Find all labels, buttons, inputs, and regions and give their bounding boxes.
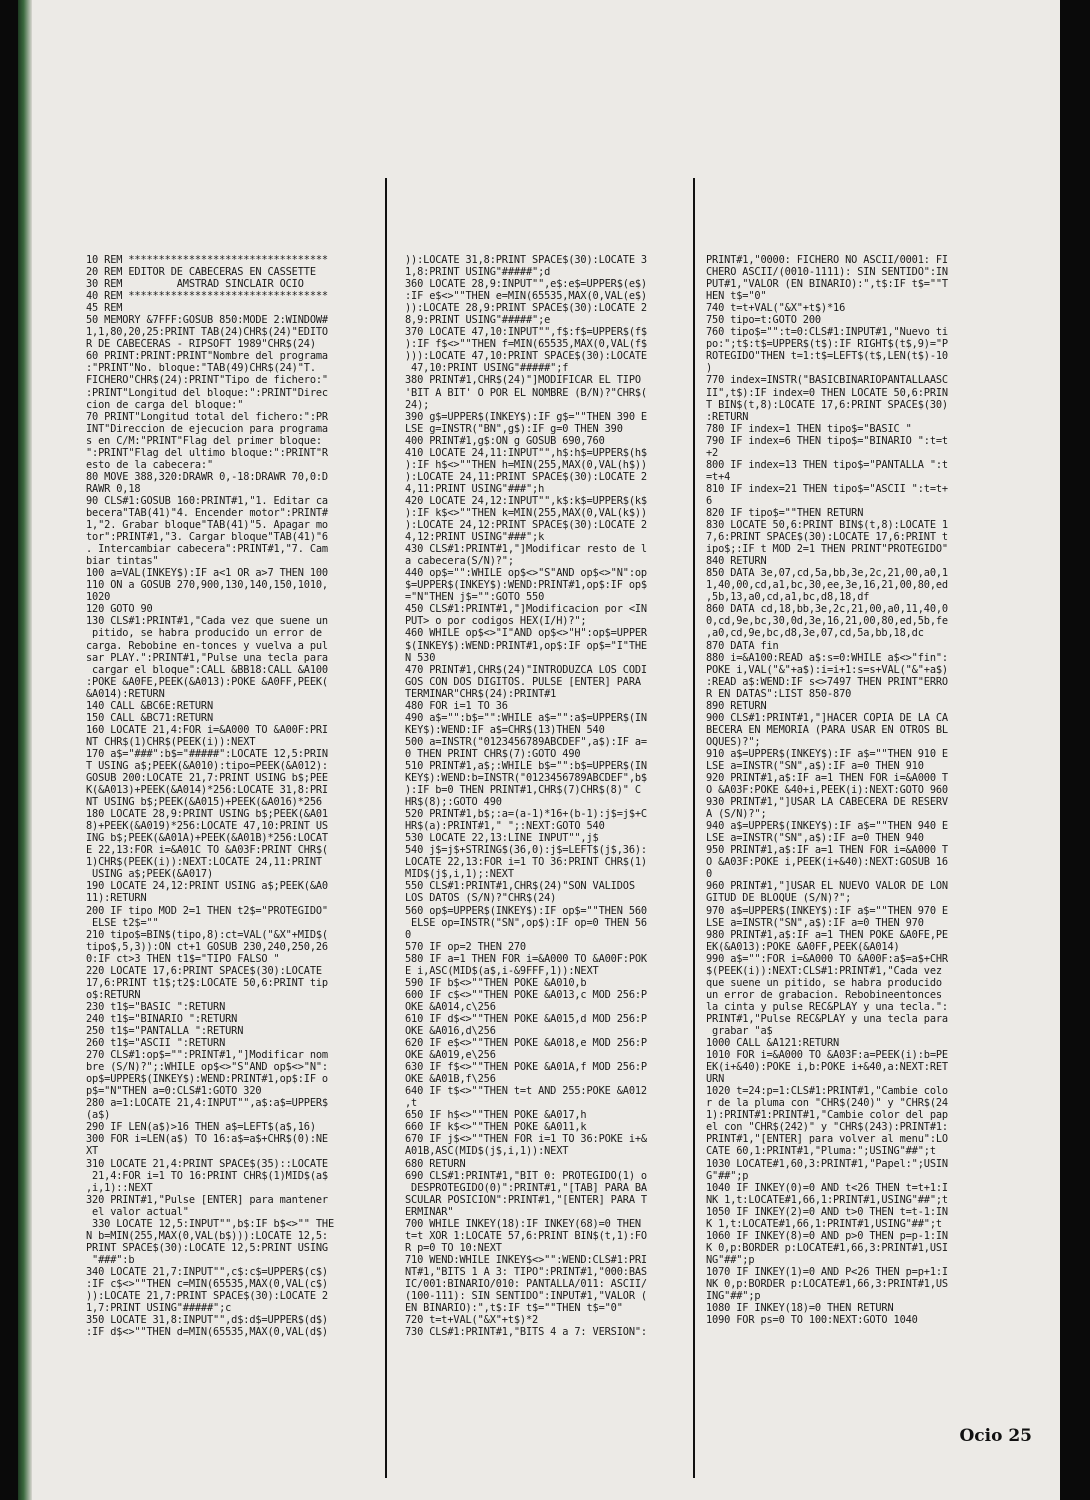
code-line: 1010 FOR i=&A000 TO &A03F:a=PEEK(i):b=PE	[706, 1049, 948, 1062]
code-line: 370 LOCATE 47,10:INPUT"",f$:f$=UPPER$(f$	[405, 326, 647, 339]
code-line: 830 LOCATE 50,6:PRINT BIN$(t,8):LOCATE 1	[706, 519, 948, 532]
code-line: 450 CLS#1:PRINT#1,"]Modificacion por <IN	[405, 603, 647, 616]
code-line: E 22,13:FOR i=&A01C TO &A03F:PRINT CHR$(	[86, 844, 328, 857]
code-line: ,5b,13,a0,cd,a1,bc,d8,18,df	[706, 591, 870, 604]
code-line: po:";t$:t$=UPPER$(t$):IF RIGHT$(t$,9)="P	[706, 338, 948, 351]
code-line: 1040 IF INKEY(0)=0 AND t<26 THEN t=t+1:I	[706, 1181, 948, 1194]
code-line: 850 DATA 3e,07,cd,5a,bb,3e,2c,21,00,a0,1	[706, 567, 948, 580]
code-line: 390 g$=UPPER$(INKEY$):IF g$=""THEN 390 E	[405, 410, 647, 423]
code-line: :IF d$<>""THEN d=MIN(65535,MAX(0,VAL(d$)	[86, 1326, 328, 1339]
code-line: 730 CLS#1:PRINT#1,"BITS 4 a 7: VERSION":	[405, 1326, 647, 1339]
code-line: becera"TAB(41)"4. Encender motor":PRINT#	[86, 506, 328, 519]
code-line: 260 t1$="ASCII ":RETURN	[86, 1037, 226, 1050]
code-line: 970 a$=UPPER$(INKEY$):IF a$=""THEN 970 E	[706, 904, 948, 917]
code-line: s en C/M:"PRINT"Flag del primer bloque:	[86, 434, 322, 447]
code-line: EN BINARIO):",t$:IF t$=""THEN t$="0"	[405, 1302, 623, 1315]
code-line: NT USING b$;PEEK(&A015)+PEEK(&A016)*256	[86, 796, 322, 809]
code-line: "###":b	[86, 1253, 135, 1266]
code-line: T BIN$(t,8):LOCATE 17,6:PRINT SPACE$(30)	[706, 398, 948, 411]
code-line: T USING a$;PEEK(&A010):tipo=PEEK(&A012):	[86, 759, 328, 772]
code-line: ipo$;:IF t MOD 2=1 THEN PRINT"PROTEGIDO"	[706, 543, 948, 556]
code-line: ERMINAR"	[405, 1205, 454, 1218]
code-line: MID$(j$,i,1);:NEXT	[405, 868, 514, 881]
code-line: R DE CABECERAS - RIPSOFT 1989"CHR$(24)	[86, 338, 316, 351]
code-line: 130 CLS#1:PRINT#1,"Cada vez que suene un	[86, 615, 328, 628]
code-line: OKE &A014,c\256	[405, 1000, 496, 1013]
code-line: 47,10:PRINT USING"#####";f	[405, 362, 569, 375]
code-line: DESPROTEGIDO(0)":PRINT#1,"[TAB] PARA BA	[405, 1181, 647, 1194]
code-line: LOS DATOS (S/N)?"CHR$(24)	[405, 892, 557, 905]
code-line: 230 t1$="BASIC ":RETURN	[86, 1000, 226, 1013]
code-line: 190 LOCATE 24,12:PRINT USING a$;PEEK(&A0	[86, 880, 328, 893]
code-line: ):IF f$<>""THEN f=MIN(65535,MAX(0,VAL(f$	[405, 338, 647, 351]
code-line: sar PLAY.":PRINT#1,"Pulse una tecla para	[86, 651, 328, 664]
listing-column-1	[86, 254, 384, 1338]
code-line: ))):LOCATE 47,10:PRINT SPACE$(30):LOCATE	[405, 350, 647, 363]
code-line: K 0,p:BORDER p:LOCATE#1,66,3:PRINT#1,USI	[706, 1241, 948, 1254]
code-line: 1020	[86, 591, 111, 604]
code-line: 910 a$=UPPER$(INKEY$):IF a$=""THEN 910 E	[706, 747, 948, 760]
code-line: 290 IF LEN(a$)>16 THEN a$=LEFT$(a$,16)	[86, 1121, 316, 1134]
code-line: 1,40,00,cd,a1,bc,30,ee,3e,16,21,00,80,ed	[706, 579, 948, 592]
code-line: ="N"THEN j$="":GOTO 550	[405, 591, 545, 604]
code-line: op$=UPPER$(INKEY$):WEND:PRINT#1,op$:IF o	[86, 1073, 328, 1086]
code-line: ):IF k$<>""THEN k=MIN(255,MAX(0,VAL(k$))	[405, 506, 647, 519]
code-line: 710 WEND:WHILE INKEY$<>"":WEND:CLS#1:PRI	[405, 1253, 647, 1266]
code-line: biar tintas"	[86, 555, 159, 568]
code-line: 10 REM *********************************	[86, 254, 328, 266]
code-line: 690 CLS#1:PRINT#1,"BIT 0: PROTEGIDO(1) o	[405, 1169, 647, 1182]
code-line: 1):PRINT#1:PRINT#1,"Cambie color del pap	[706, 1109, 948, 1122]
code-line: tor":PRINT#1,"3. Cargar bloque"TAB(41)"6	[86, 531, 328, 544]
code-line: N 530	[405, 651, 436, 664]
code-line: 1020 t=24:p=1:CLS#1:PRINT#1,"Cambie colo	[706, 1085, 948, 1098]
code-line: 1050 IF INKEY(2)=0 AND t>0 THEN t=t-1:IN	[706, 1205, 948, 1218]
code-line: 6	[706, 494, 713, 507]
code-line: ING"##";p	[706, 1290, 761, 1303]
code-line: 0:IF ct>3 THEN t1$="TIPO FALSO "	[86, 952, 280, 965]
code-line: 1,"2. Grabar bloque"TAB(41)"5. Apagar mo	[86, 519, 328, 532]
code-line: ):IF b=0 THEN PRINT#1,CHR$(7)CHR$(8)" C	[405, 784, 641, 797]
code-line: 550 CLS#1:PRINT#1,CHR$(24)"SON VALIDOS	[405, 880, 635, 893]
code-line: LSE a=INSTR("SN",a$):IF a=0 THEN 940	[706, 832, 924, 845]
code-line: 520 PRINT#1,b$;:a=(a-1)*16+(b-1):j$=j$+C	[405, 808, 647, 821]
code-line: ":PRINT"Flag del ultimo bloque:":PRINT"R	[86, 446, 328, 459]
code-line: :IF e$<>""THEN e=MIN(65535,MAX(0,VAL(e$)	[405, 290, 647, 303]
code-line: POKE i,VAL("&"+a$):i=i+1:s=s+VAL("&"+a$)	[706, 663, 948, 676]
code-line: K(&A013)+PEEK(&A014)*256:LOCATE 31,8:PRI	[86, 784, 328, 797]
code-line: 890 RETURN	[706, 699, 767, 712]
code-line: &A014):RETURN	[86, 687, 165, 700]
code-line: 900 CLS#1:PRINT#1,"]HACER COPIA DE LA CA	[706, 711, 948, 724]
code-line: 100 a=VAL(INKEY$):IF a<1 OR a>7 THEN 100	[86, 567, 328, 580]
code-line: 1,1,80,20,25:PRINT TAB(24)CHR$(24)"EDITO	[86, 326, 328, 339]
code-line: 1000 CALL &A121:RETURN	[706, 1037, 840, 1050]
code-line: NT#1,"BITS 1 A 3: TIPO":PRINT#1,"000:BAS	[405, 1265, 647, 1278]
code-line: 24);	[405, 398, 430, 411]
code-line: 120 GOTO 90	[86, 603, 153, 616]
code-line: 1070 IF INKEY(1)=0 AND P<26 THEN p=p+1:I	[706, 1265, 948, 1278]
code-line: NG"##";p	[706, 1253, 755, 1266]
code-line: GOS CON DOS DIGITOS. PULSE [ENTER] PARA	[405, 675, 641, 688]
code-line: 880 i=&A100:READ a$:s=0:WHILE a$<>"fin":	[706, 651, 948, 664]
code-line: $(INKEY$):WEND:PRINT#1,op$:IF op$="I"THE	[405, 639, 647, 652]
code-line: OKE &A016,d\256	[405, 1025, 496, 1037]
code-line: CATE 60,1:PRINT#1,"Pluma:";USING"##";t	[706, 1145, 936, 1158]
code-line: 45 REM	[86, 302, 123, 315]
code-line: PRINT#1,"[ENTER] para volver al menu":LO	[706, 1133, 948, 1146]
code-line: 840 RETURN	[706, 555, 767, 568]
page-footer: Ocio 25	[959, 1426, 1032, 1446]
code-line: K 1,t:LOCATE#1,66,1:PRINT#1,USING"##";t	[706, 1217, 942, 1230]
code-line: 490 a$="":b$="":WHILE a$="":a$=UPPER$(IN	[405, 711, 647, 724]
column-divider-2	[693, 178, 695, 1478]
code-line: LSE a=INSTR("SN",a$):IF a=0 THEN 910	[706, 759, 924, 772]
code-line: 1060 IF INKEY(8)=0 AND p>0 THEN p=p-1:IN	[706, 1229, 948, 1242]
code-line: p$="N"THEN a=0:CLS#1:GOTO 320	[86, 1085, 262, 1098]
code-line: grabar "a$	[706, 1025, 773, 1037]
code-line: 80 MOVE 388,320:DRAWR 0,-18:DRAWR 70,0:D	[86, 470, 328, 483]
code-line: +2	[706, 446, 719, 459]
code-line: :PRINT"Longitud del bloque:":PRINT"Direc	[86, 386, 328, 399]
code-line: 920 PRINT#1,a$:IF a=1 THEN FOR i=&A000 T	[706, 772, 948, 785]
code-line: (100-111): SIN SENTIDO":INPUT#1,"VALOR (	[405, 1290, 647, 1303]
code-line: 570 IF op=2 THEN 270	[405, 940, 526, 953]
code-line: KEY$):WEND:IF a$=CHR$(13)THEN 540	[405, 723, 605, 736]
code-line: 280 a=1:LOCATE 21,4:INPUT"",a$:a$=UPPER$	[86, 1097, 328, 1110]
code-line: 17,6:PRINT t1$;t2$:LOCATE 50,6:PRINT tip	[86, 976, 328, 989]
code-line: PUT> o por codigos HEX(I/H)?";	[405, 615, 587, 628]
code-line: un error de grabacion. Rebobineentonces	[706, 988, 942, 1001]
page-spine	[18, 0, 32, 1500]
code-line: O &A03F:POKE i,PEEK(i+&40):NEXT:GOSUB 16	[706, 856, 948, 869]
code-line: 8)+PEEK(&A019)*256:LOCATE 47,10:PRINT US	[86, 820, 328, 833]
code-line: 600 IF c$<>""THEN POKE &A013,c MOD 256:P	[405, 988, 647, 1001]
code-line: URN	[706, 1073, 725, 1086]
code-line: 720 t=t+VAL("&X"+t$)*2	[405, 1314, 539, 1327]
code-line: 1080 IF INKEY(18)=0 THEN RETURN	[706, 1302, 894, 1315]
code-line: 90 CLS#1:GOSUB 160:PRINT#1,"1. Editar ca	[86, 494, 328, 507]
code-line: )):LOCATE 31,8:PRINT SPACE$(30):LOCATE 3	[405, 254, 647, 266]
column-divider-1	[385, 178, 387, 1478]
code-line: A01B,ASC(MID$(j$,i,1)):NEXT	[405, 1145, 569, 1158]
code-line: 980 PRINT#1,a$:IF a=1 THEN POKE &A0FE,PE	[706, 928, 948, 941]
code-line: 410 LOCATE 24,11:INPUT"",h$:h$=UPPER$(h$	[405, 446, 647, 459]
code-line: a cabecera(S/N)?";	[405, 555, 514, 568]
code-line: ):IF h$<>""THEN h=MIN(255,MAX(0,VAL(h$))	[405, 458, 647, 471]
code-line: 630 IF f$<>""THEN POKE &A01A,f MOD 256:P	[405, 1061, 647, 1074]
code-line: 300 FOR i=LEN(a$) TO 16:a$=a$+CHR$(0):NE	[86, 1133, 328, 1146]
code-line: ING b$;PEEK(&A01A)+PEEK(&A01B)*256:LOCAT	[86, 832, 328, 845]
code-line: 810 IF index=21 THEN tipo$="ASCII ":t=t+	[706, 482, 948, 495]
code-line: PUT#1,"VALOR (EN BINARIO):",t$:IF t$=""T	[706, 278, 948, 291]
code-line: 150 CALL &BC71:RETURN	[86, 711, 214, 724]
code-line: pitido, se habra producido un error de	[86, 627, 322, 640]
code-line: bre (S/N)?";:WHILE op$<>"S"AND op$<>"N":	[86, 1061, 328, 1074]
code-line: 250 t1$="PANTALLA ":RETURN	[86, 1025, 244, 1037]
code-line: 140 CALL &BC6E:RETURN	[86, 699, 214, 712]
code-line: 790 IF index=6 THEN tipo$="BINARIO ":t=t	[706, 434, 948, 447]
code-line: 780 IF index=1 THEN tipo$="BASIC "	[706, 422, 912, 435]
code-line: 680 RETURN	[405, 1157, 466, 1170]
code-line: RAWR 0,18	[86, 482, 141, 495]
code-line: 640 IF t$<>""THEN t=t AND 255:POKE &A012	[405, 1085, 647, 1098]
code-line: ):LOCATE 24,11:PRINT SPACE$(30):LOCATE 2	[405, 470, 647, 483]
code-line: R EN DATAS":LIST 850-870	[706, 687, 852, 700]
code-line: PRINT SPACE$(30):LOCATE 12,5:PRINT USING	[86, 1241, 328, 1254]
code-line: HR$(8);:GOTO 490	[405, 796, 502, 809]
code-line: EK(i+&40):POKE i,b:POKE i+&40,a:NEXT:RET	[706, 1061, 948, 1074]
code-line: 740 t=t+VAL("&X"+t$)*16	[706, 302, 846, 315]
code-line: 820 IF tipo$=""THEN RETURN	[706, 506, 864, 519]
code-line: :IF c$<>""THEN c=MIN(65535,MAX(0,VAL(c$)	[86, 1277, 328, 1290]
code-line: XT	[86, 1145, 99, 1158]
code-line: 960 PRINT#1,"]USAR EL NUEVO VALOR DE LON	[706, 880, 948, 893]
code-line: N b=MIN(255,MAX(0,VAL(b$))):LOCATE 12,5:	[86, 1229, 328, 1242]
code-line: 210 tipo$=BIN$(tipo,8):ct=VAL("&X"+MID$(	[86, 928, 328, 941]
code-line: IC/001:BINARIO/010: PANTALLA/011: ASCII/	[405, 1277, 647, 1290]
code-line: :"PRINT"No. bloque:"TAB(49)CHR$(24)"T.	[86, 362, 316, 375]
code-line: 200 IF tipo MOD 2=1 THEN t2$="PROTEGIDO"	[86, 904, 328, 917]
code-line: 380 PRINT#1,CHR$(24)"]MODIFICAR EL TIPO	[405, 374, 641, 387]
code-line: 1,8:PRINT USING"#####";d	[405, 266, 551, 279]
code-line: FICHERO"CHR$(24):PRINT"Tipo de fichero:"	[86, 374, 328, 387]
code-line: 4,12:PRINT USING"###";k	[405, 531, 545, 544]
code-line: 160 LOCATE 21,4:FOR i=&A000 TO &A00F:PRI	[86, 723, 328, 736]
code-line: II",t$):IF index=0 THEN LOCATE 50,6:PRIN	[706, 386, 948, 399]
listing-column-2	[405, 254, 693, 1338]
code-line: 940 a$=UPPER$(INKEY$):IF a$=""THEN 940 E	[706, 820, 948, 833]
code-line: PRINT#1,"Pulse REC&PLAY y una tecla para	[706, 1012, 948, 1025]
code-line: cion de carga del bloque:"	[86, 398, 244, 411]
code-line: 270 CLS#1:op$="":PRINT#1,"]Modificar nom	[86, 1049, 328, 1062]
code-line: 700 WHILE INKEY(18):IF INKEY(68)=0 THEN	[405, 1217, 641, 1230]
code-line: 330 LOCATE 12,5:INPUT"",b$:IF b$<>"" THE	[86, 1217, 335, 1230]
code-line: 20 REM EDITOR DE CABECERAS EN CASSETTE	[86, 266, 316, 279]
code-line: LSE a=INSTR("SN",a$):IF a=0 THEN 970	[706, 916, 924, 929]
code-line: )):LOCATE 21,7:PRINT SPACE$(30):LOCATE 2	[86, 1290, 328, 1303]
code-line: el valor actual"	[86, 1205, 189, 1218]
code-line: 170 a$="###":b$="#####":LOCATE 12,5:PRIN	[86, 747, 328, 760]
code-line: 1,7:PRINT USING"#####";c	[86, 1302, 232, 1315]
code-line: cargar el bloque":CALL &BB18:CALL &A100	[86, 663, 328, 676]
code-line: NK 0,p:BORDER p:LOCATE#1,66,3:PRINT#1,US	[706, 1277, 948, 1290]
code-line: la cinta y pulse REC&PLAY y una tecla.":	[706, 1000, 948, 1013]
code-line: 70 PRINT"Longitud total del fichero:":PR	[86, 410, 328, 423]
code-line: $(PEEK(i)):NEXT:CLS#1:PRINT#1,"Cada vez	[706, 964, 942, 977]
listing-column-3	[706, 254, 996, 1326]
code-line: HR$(a):PRINT#1," ";:NEXT:GOTO 540	[405, 820, 605, 833]
code-line: 590 IF b$<>""THEN POKE &A010,b	[405, 976, 587, 989]
code-line: 500 a=INSTR("0123456789ABCDEF",a$):IF a=	[405, 735, 647, 748]
code-line: INT"Direccion de ejecucion para programa	[86, 422, 328, 435]
code-line: ,a0,cd,9e,bc,d8,3e,07,cd,5a,bb,18,dc	[706, 627, 924, 640]
code-line: 1)CHR$(PEEK(i)):NEXT:LOCATE 24,11:PRINT	[86, 856, 322, 869]
code-line: 770 index=INSTR("BASICBINARIOPANTALLAASC	[706, 374, 948, 387]
code-line: tipo$,5,3)):ON ct+1 GOSUB 230,240,250,26	[86, 940, 328, 953]
code-line: 560 op$=UPPER$(INKEY$):IF op$=""THEN 560	[405, 904, 647, 917]
code-line: 7,6:PRINT SPACE$(30):LOCATE 17,6:PRINT t	[706, 531, 948, 544]
code-line: 620 IF e$<>""THEN POKE &A018,e MOD 256:P	[405, 1037, 647, 1050]
code-line: 670 IF j$<>""THEN FOR i=1 TO 36:POKE i+&	[405, 1133, 647, 1146]
code-line: 310 LOCATE 21,4:PRINT SPACE$(35)::LOCATE	[86, 1157, 328, 1170]
code-line: 430 CLS#1:PRINT#1,"]Modificar resto de l	[405, 543, 647, 556]
code-line: 760 tipo$="":t=0:CLS#1:INPUT#1,"Nuevo ti	[706, 326, 948, 339]
code-line: 0,cd,9e,bc,30,0d,3e,16,21,00,80,ed,5b,fe	[706, 615, 948, 628]
code-line: 580 IF a=1 THEN FOR i=&A000 TO &A00F:POK	[405, 952, 647, 965]
code-line: ROTEGIDO"THEN t=1:t$=LEFT$(t$,LEN(t$)-10	[706, 350, 948, 363]
code-line: 320 PRINT#1,"Pulse [ENTER] para mantener	[86, 1193, 328, 1206]
code-line: 40 REM *********************************	[86, 290, 328, 303]
code-line: OKE &A01B,f\256	[405, 1073, 496, 1086]
code-line: :POKE &A0FE,PEEK(&A013):POKE &A0FF,PEEK(	[86, 675, 328, 688]
code-line: 50 MEMORY &7FFF:GOSUB 850:MODE 2:WINDOW#	[86, 314, 328, 327]
code-line: GITUD DE BLOQUE (S/N)?";	[706, 892, 852, 905]
code-line: 0 THEN PRINT CHR$(7):GOTO 490	[405, 747, 581, 760]
code-line: 950 PRINT#1,a$:IF a=1 THEN FOR i=&A000 T	[706, 844, 948, 857]
code-line: 460 WHILE op$<>"I"AND op$<>"H":op$=UPPER	[405, 627, 647, 640]
code-line: 240 t1$="BINARIO ":RETURN	[86, 1012, 238, 1025]
code-line: 0	[706, 868, 713, 881]
code-line: 610 IF d$<>""THEN POKE &A015,d MOD 256:P	[405, 1012, 647, 1025]
code-line: 1030 LOCATE#1,60,3:PRINT#1,"Papel:";USIN	[706, 1157, 948, 1170]
code-line: SCULAR POSICION":PRINT#1,"[ENTER] PARA T	[405, 1193, 647, 1206]
code-line: (a$)	[86, 1109, 111, 1122]
code-line: 400 PRINT#1,g$:ON g GOSUB 690,760	[405, 434, 605, 447]
code-line: ,i,1)::NEXT	[86, 1181, 153, 1194]
code-line: carga. Rebobine en-tonces y vuelva a pul	[86, 639, 328, 652]
code-line: 660 IF k$<>""THEN POKE &A011,k	[405, 1121, 587, 1134]
code-line: R p=0 TO 10:NEXT	[405, 1241, 502, 1254]
code-line: 'BIT A BIT' O POR EL NOMBRE (B/N)?"CHR$(	[405, 386, 647, 399]
code-line: =t+4	[706, 470, 731, 483]
code-line: 470 PRINT#1,CHR$(24)"INTRODUZCA LOS CODI	[405, 663, 647, 676]
code-line: 480 FOR i=1 TO 36	[405, 699, 508, 712]
code-line: :RETURN	[706, 410, 749, 423]
code-line: 30 REM AMSTRAD SINCLAIR OCIO	[86, 278, 304, 291]
code-line: A (S/N)?";	[706, 808, 767, 821]
code-line: ELSE op=INSTR("SN",op$):IF op=0 THEN 56	[405, 916, 647, 929]
code-line: 510 PRINT#1,a$;:WHILE b$="":b$=UPPER$(IN	[405, 759, 647, 772]
code-line: 4,11:PRINT USING"###";h	[405, 482, 545, 495]
code-line: 60 PRINT:PRINT:PRINT"Nombre del programa	[86, 350, 328, 363]
code-line: )):LOCATE 28,9:PRINT SPACE$(30):LOCATE 2	[405, 302, 647, 315]
code-line: LSE g=INSTR("BN",g$):IF g=0 THEN 390	[405, 422, 623, 435]
code-line: 800 IF index=13 THEN tipo$="PANTALLA ":t	[706, 458, 948, 471]
code-line: r de la pluma con "CHR$(240)" y "CHR$(24	[706, 1097, 948, 1110]
code-line: $=UPPER$(INKEY$):WEND:PRINT#1,op$:IF op$	[405, 579, 647, 592]
code-line: GOSUB 200:LOCATE 21,7:PRINT USING b$;PEE	[86, 772, 328, 785]
code-line: 340 LOCATE 21,7:INPUT"",c$:c$=UPPER$(c$)	[86, 1265, 328, 1278]
code-line: PRINT#1,"0000: FICHERO NO ASCII/0001: FI	[706, 254, 948, 266]
code-line: 21,4:FOR i=1 TO 16:PRINT CHR$(1)MID$(a$	[86, 1169, 328, 1182]
code-line: 990 a$="":FOR i=&A000 TO &A00F:a$=a$+CHR	[706, 952, 948, 965]
code-line: 11):RETURN	[86, 892, 147, 905]
code-line: :READ a$:WEND:IF s<>7497 THEN PRINT"ERRO	[706, 675, 948, 688]
code-line: 420 LOCATE 24,12:INPUT"",k$:k$=UPPER$(k$	[405, 494, 647, 507]
code-line: 350 LOCATE 31,8:INPUT"",d$:d$=UPPER$(d$)	[86, 1314, 328, 1327]
code-line: EK(&A013):POKE &A0FF,PEEK(&A014)	[706, 940, 900, 953]
code-line: ,t	[405, 1097, 418, 1110]
code-line: OKE &A019,e\256	[405, 1049, 496, 1062]
code-line: E i,ASC(MID$(a$,i-&9FFF,1)):NEXT	[405, 964, 599, 977]
code-line: 110 ON a GOSUB 270,900,130,140,150,1010,	[86, 579, 328, 592]
code-line: G"##";p	[706, 1169, 749, 1182]
code-line: NT CHR$(1)CHR$(PEEK(i)):NEXT	[86, 735, 256, 748]
code-line: . Intercambiar cabecera":PRINT#1,"7. Cam	[86, 543, 328, 556]
code-line: 650 IF h$<>""THEN POKE &A017,h	[405, 1109, 587, 1122]
code-line: 180 LOCATE 28,9:PRINT USING b$;PEEK(&A01	[86, 808, 328, 821]
code-line: 1090 FOR ps=0 TO 100:NEXT:GOTO 1040	[706, 1314, 918, 1327]
code-line: o$:RETURN	[86, 988, 141, 1001]
code-line: NK 1,t:LOCATE#1,66,1:PRINT#1,USING"##";t	[706, 1193, 948, 1206]
code-line: LOCATE 22,13:FOR i=1 TO 36:PRINT CHR$(1)	[405, 856, 647, 869]
code-line: 220 LOCATE 17,6:PRINT SPACE$(30):LOCATE	[86, 964, 322, 977]
code-line: que suene un pitido, se habra producido	[706, 976, 942, 989]
code-line: esto de la cabecera:"	[86, 458, 214, 471]
code-line: 360 LOCATE 28,9:INPUT"",e$:e$=UPPER$(e$)	[405, 278, 647, 291]
code-line: KEY$):WEND:b=INSTR("0123456789ABCDEF",b$	[405, 772, 647, 785]
code-line: )	[706, 362, 713, 375]
code-line: 8,9:PRINT USING"#####";e	[405, 314, 551, 327]
code-line: 750 tipo=t:GOTO 200	[706, 314, 821, 327]
code-line: t=t XOR 1:LOCATE 57,6:PRINT BIN$(t,1):FO	[405, 1229, 647, 1242]
code-line: OQUES)?";	[706, 735, 761, 748]
code-line: 440 op$="":WHILE op$<>"S"AND op$<>"N":op	[405, 567, 647, 580]
code-line: 0	[405, 928, 412, 941]
code-line: 530 LOCATE 22,13:LINE INPUT"",j$	[405, 832, 599, 845]
code-line: O &A03F:POKE &40+i,PEEK(i):NEXT:GOTO 960	[706, 784, 948, 797]
code-line: ):LOCATE 24,12:PRINT SPACE$(30):LOCATE 2	[405, 519, 647, 532]
code-line: 860 DATA cd,18,bb,3e,2c,21,00,a0,11,40,0	[706, 603, 948, 616]
code-line: BECERA EN MEMORIA (PARA USAR EN OTROS BL	[706, 723, 948, 736]
code-line: 540 j$=j$+STRING$(36,0):j$=LEFT$(j$,36):	[405, 844, 647, 857]
code-line: ELSE t2$=""	[86, 916, 159, 929]
code-line: USING a$;PEEK(&A017)	[86, 868, 214, 881]
code-line: 870 DATA fin	[706, 639, 779, 652]
code-line: TERMINAR"CHR$(24):PRINT#1	[405, 687, 557, 700]
code-line: 930 PRINT#1,"]USAR LA CABECERA DE RESERV	[706, 796, 948, 809]
code-line: CHERO ASCII/(0010-1111): SIN SENTIDO":IN	[706, 266, 948, 279]
code-line: HEN t$="0"	[706, 290, 767, 303]
code-line: el con "CHR$(242)" y "CHR$(243):PRINT#1:	[706, 1121, 948, 1134]
